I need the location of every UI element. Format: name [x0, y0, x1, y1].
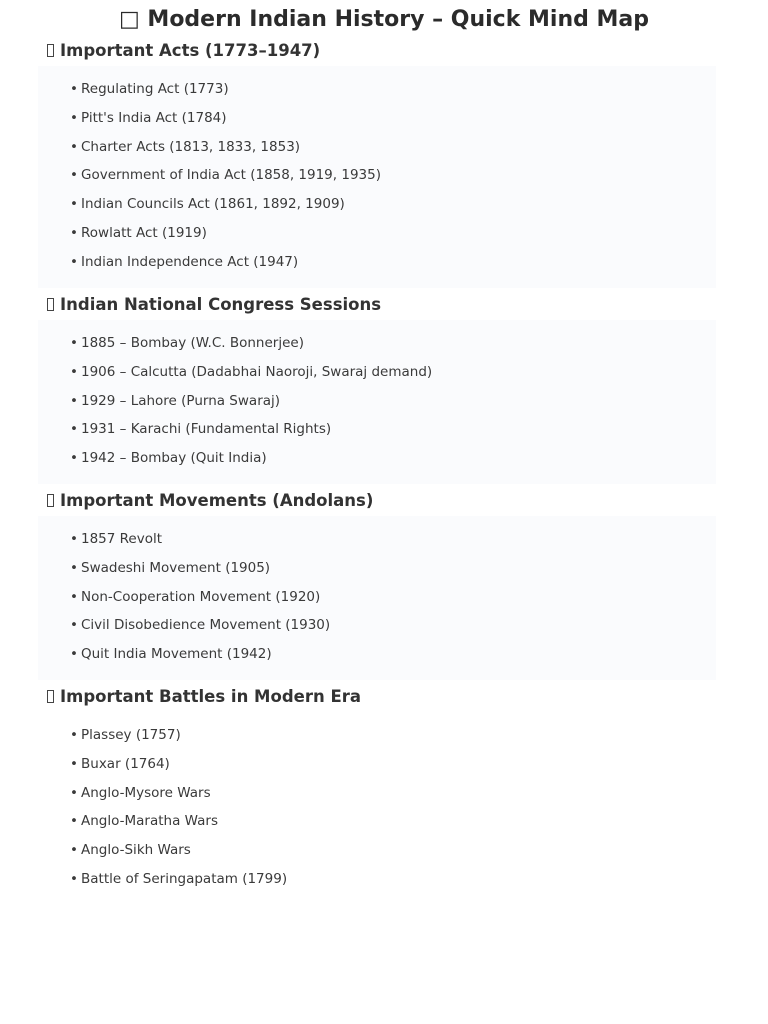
- list-item: • Indian Councils Act (1861, 1892, 1909): [70, 196, 345, 213]
- list-item: • 1906 – Calcutta (Dadabhai Naoroji, Swaraj demand): [70, 363, 433, 380]
- section-header: [38, 680, 716, 712]
- missing-glyph-icon: [47, 44, 54, 57]
- section-body: [38, 66, 716, 297]
- section-congress-sessions: [38, 288, 716, 493]
- list-item: • Plassey (1757): [70, 727, 181, 743]
- list-item: • Pitt's India Act (1784): [70, 109, 227, 126]
- list-item: • 1931 – Karachi (Fundamental Rights): [70, 421, 332, 438]
- list-item: • 1885 – Bombay (W.C. Bonnerjee): [70, 335, 304, 351]
- section-important-battles: [38, 680, 716, 911]
- list-item: • 1942 – Bombay (Quit India): [70, 450, 267, 467]
- list-item: • Buxar (1764): [70, 755, 170, 772]
- list-item: • Government of India Act (1858, 1919, 1935): [70, 167, 381, 184]
- list-item: • Charter Acts (1813, 1833, 1853): [70, 138, 301, 155]
- section-title: Important Movements (Andolans): [60, 490, 374, 510]
- list-item: • Non-Cooperation Movement (1920): [70, 588, 321, 605]
- list-item: • Swadeshi Movement (1905): [70, 559, 271, 576]
- section-header: [38, 34, 716, 66]
- section-body: [38, 712, 716, 911]
- section-body: [38, 516, 716, 689]
- list-item: • Anglo-Sikh Wars: [70, 842, 191, 859]
- list-item: • 1857 Revolt: [70, 531, 163, 547]
- item-list: [38, 75, 716, 277]
- section-header: [38, 288, 716, 320]
- item-list: [38, 329, 716, 473]
- section-important-movements: [38, 484, 716, 689]
- missing-glyph-icon: [47, 298, 54, 311]
- section-body: [38, 320, 716, 493]
- item-list: [38, 721, 716, 894]
- section-title: Important Acts (1773–1947): [60, 40, 321, 60]
- page-title: □ Modern Indian History – Quick Mind Map: [118, 7, 649, 32]
- missing-glyph-icon: [47, 690, 54, 703]
- missing-glyph-icon: [47, 494, 54, 507]
- list-item: • Anglo-Maratha Wars: [70, 813, 218, 830]
- list-item: • Quit India Movement (1942): [70, 646, 272, 663]
- section-title: Important Battles in Modern Era: [60, 686, 361, 706]
- list-item: • 1929 – Lahore (Purna Swaraj): [70, 392, 281, 409]
- list-item: • Civil Disobedience Movement (1930): [70, 617, 331, 634]
- list-item: • Regulating Act (1773): [70, 81, 229, 97]
- section-important-acts: [38, 34, 716, 297]
- section-header: [38, 484, 716, 516]
- list-item: • Battle of Seringapatam (1799): [70, 870, 288, 887]
- list-item: • Indian Independence Act (1947): [70, 253, 299, 270]
- list-item: • Anglo-Mysore Wars: [70, 784, 211, 801]
- list-item: • Rowlatt Act (1919): [70, 224, 207, 241]
- section-title: Indian National Congress Sessions: [60, 294, 382, 314]
- item-list: [38, 525, 716, 669]
